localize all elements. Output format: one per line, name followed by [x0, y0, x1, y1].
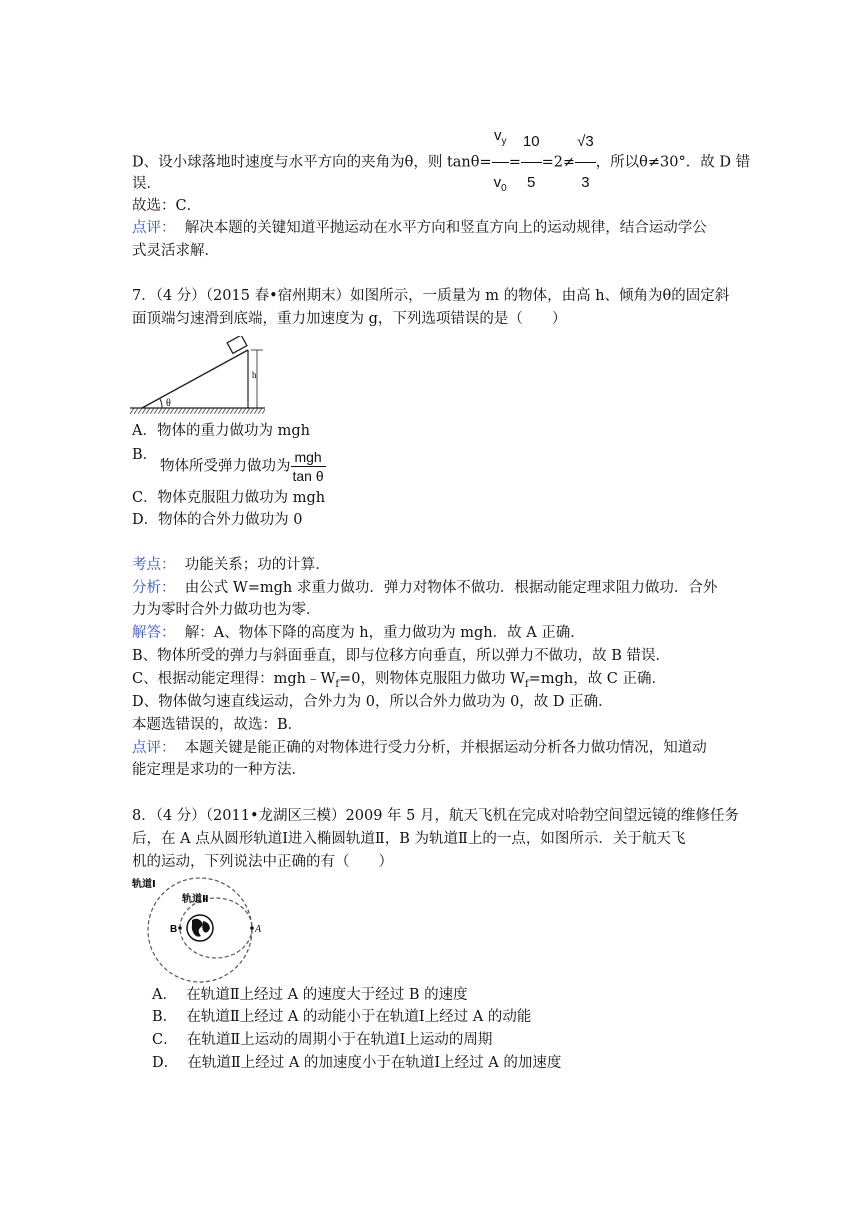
q6-d-post: ，所以θ≠30°．故 D 错 — [595, 154, 751, 171]
earth-icon — [187, 915, 213, 941]
q8-option-c: C． 在轨道Ⅱ上运动的周期小于在轨道Ⅰ上运动的周期 — [152, 1032, 493, 1048]
q7-fenxi-cont: 力为零时合外力做功也为零． — [132, 602, 321, 618]
q7-kaodian: 考点： 功能关系；功的计算． — [132, 557, 330, 573]
q8-stem-cont1: 后，在 A 点从圆形轨道Ⅰ进入椭圆轨道Ⅱ，B 为轨道Ⅱ上的一点，如图所示．关于航天飞 — [132, 831, 686, 847]
q8-stem-cont2: 机的运动，下列说法中正确的有（ ） — [132, 854, 393, 870]
q7-jieda-answer: 本题选错误的，故选：B． — [132, 717, 303, 733]
orbit-figure — [130, 874, 270, 984]
mgh-over-tan-fraction: $\frac{\text{mgh}}{\text{tan θ}}$ — [292, 449, 324, 484]
fig-a-label: A — [255, 924, 262, 935]
q6-comment-cont: 式灵活求解． — [132, 243, 219, 259]
comment-label: 点评： — [132, 220, 176, 236]
incline-figure — [130, 336, 270, 416]
q8-option-d: D． 在轨道Ⅱ上经过 A 的加速度小于在轨道Ⅰ上经过 A 的加速度 — [152, 1055, 562, 1071]
q6-comment: 点评： 解决本题的关键知道平抛运动在水平方向和竖直方向上的运动规律，结合运动学公 — [132, 220, 707, 236]
q7-dianping: 点评： 本题关键是能正确的对物体进行受力分析，并根据运动分析各力做功情况，知道动 — [132, 740, 707, 756]
q7-jieda-c: C、根据动能定理得：$mgh﹣W_f=0$，则物体克服阻力做功 $W_f=mgh$，故 C 正确． — [132, 671, 667, 690]
point-b — [178, 926, 182, 930]
q8-option-a: A． 在轨道Ⅱ上经过 A 的速度大于经过 B 的速度 — [152, 987, 468, 1003]
q6-option-d-line: D、设小球落地时速度与水平方向的夹角为θ，则 tanθ= $\frac{v_y}{v_0}$ = $\frac{10}{5}$ =2≠ $\frac{√3}{3}$ ，所以θ≠30°．故 D 错 — [132, 116, 750, 209]
q7-option-a: A．物体的重力做功为 mgh — [132, 423, 310, 439]
q7-jieda: 解答： 解：A、物体下降的高度为 h，重力做功为 mgh．故 A 正确． — [132, 625, 585, 641]
q6-d-pre: D、设小球落地时速度与水平方向的夹角为θ，则 tanθ= — [132, 154, 492, 171]
ten-over-five-fraction: $\frac{10}{5}$ — [521, 122, 542, 203]
sqrt3-over-3-fraction: $\frac{√3}{3}$ — [575, 122, 596, 203]
q6-d-cont: 误． — [132, 176, 161, 192]
fig-theta-label: θ — [166, 398, 171, 409]
angle-arc — [160, 399, 162, 408]
q8-option-b: B． 在轨道Ⅱ上经过 A 的动能小于在轨道Ⅰ上经过 A 的动能 — [152, 1009, 532, 1025]
q7-option-c: C．物体克服阻力做功为 mgh — [132, 490, 326, 506]
q7-stem: 7．（4 分）（2015 春•宿州期末）如图所示，一质量为 m 的物体，由高 h、倾角为θ的固定斜 — [132, 288, 730, 304]
fig-orbit2-label: 轨道Ⅱ — [182, 894, 209, 905]
incline-line — [142, 350, 248, 408]
q6-answer: 故选：C． — [132, 198, 202, 214]
vy-over-v0-fraction: $\frac{v_y}{v_0}$ — [492, 116, 509, 209]
q7-jieda-d: D、物体做匀速直线运动，合外力为 0，所以合外力做功为 0，故 D 正确． — [132, 694, 613, 710]
point-a — [250, 926, 254, 930]
q7-fenxi: 分析： 由公式 W=mgh 求重力做功．弹力对物体不做功．根据动能定理求阻力做功．合外 — [132, 580, 718, 596]
fig-h-label: h — [252, 370, 257, 380]
fig-b-label: B — [170, 924, 178, 935]
q7-jieda-b: B、物体所受的弹力与斜面垂直，即与位移方向垂直，所以弹力不做功，故 B 错误． — [132, 648, 671, 664]
fig-orbit1-label: 轨道Ⅰ — [132, 879, 156, 890]
q8-stem: 8．（4 分）（2011•龙湖区三模）2009 年 5 月，航天飞机在完成对哈勃空间望远镜的维修任务 — [132, 808, 739, 824]
ground-hatching — [130, 408, 265, 414]
q7-option-b-label: B． — [132, 447, 158, 463]
q7-stem-cont: 面顶端匀速滑到底端，重力加速度为 g，下列选项错误的是（ ） — [132, 311, 567, 327]
q7-option-b: 物体所受弹力做功为 $\frac{\text{mgh}}{\text{tan θ}}$ — [160, 449, 324, 484]
q7-option-d: D．物体的合外力做功为 0 — [132, 512, 303, 528]
q7-dianping-cont: 能定理是求功的一种方法． — [132, 762, 306, 778]
block — [227, 336, 247, 353]
